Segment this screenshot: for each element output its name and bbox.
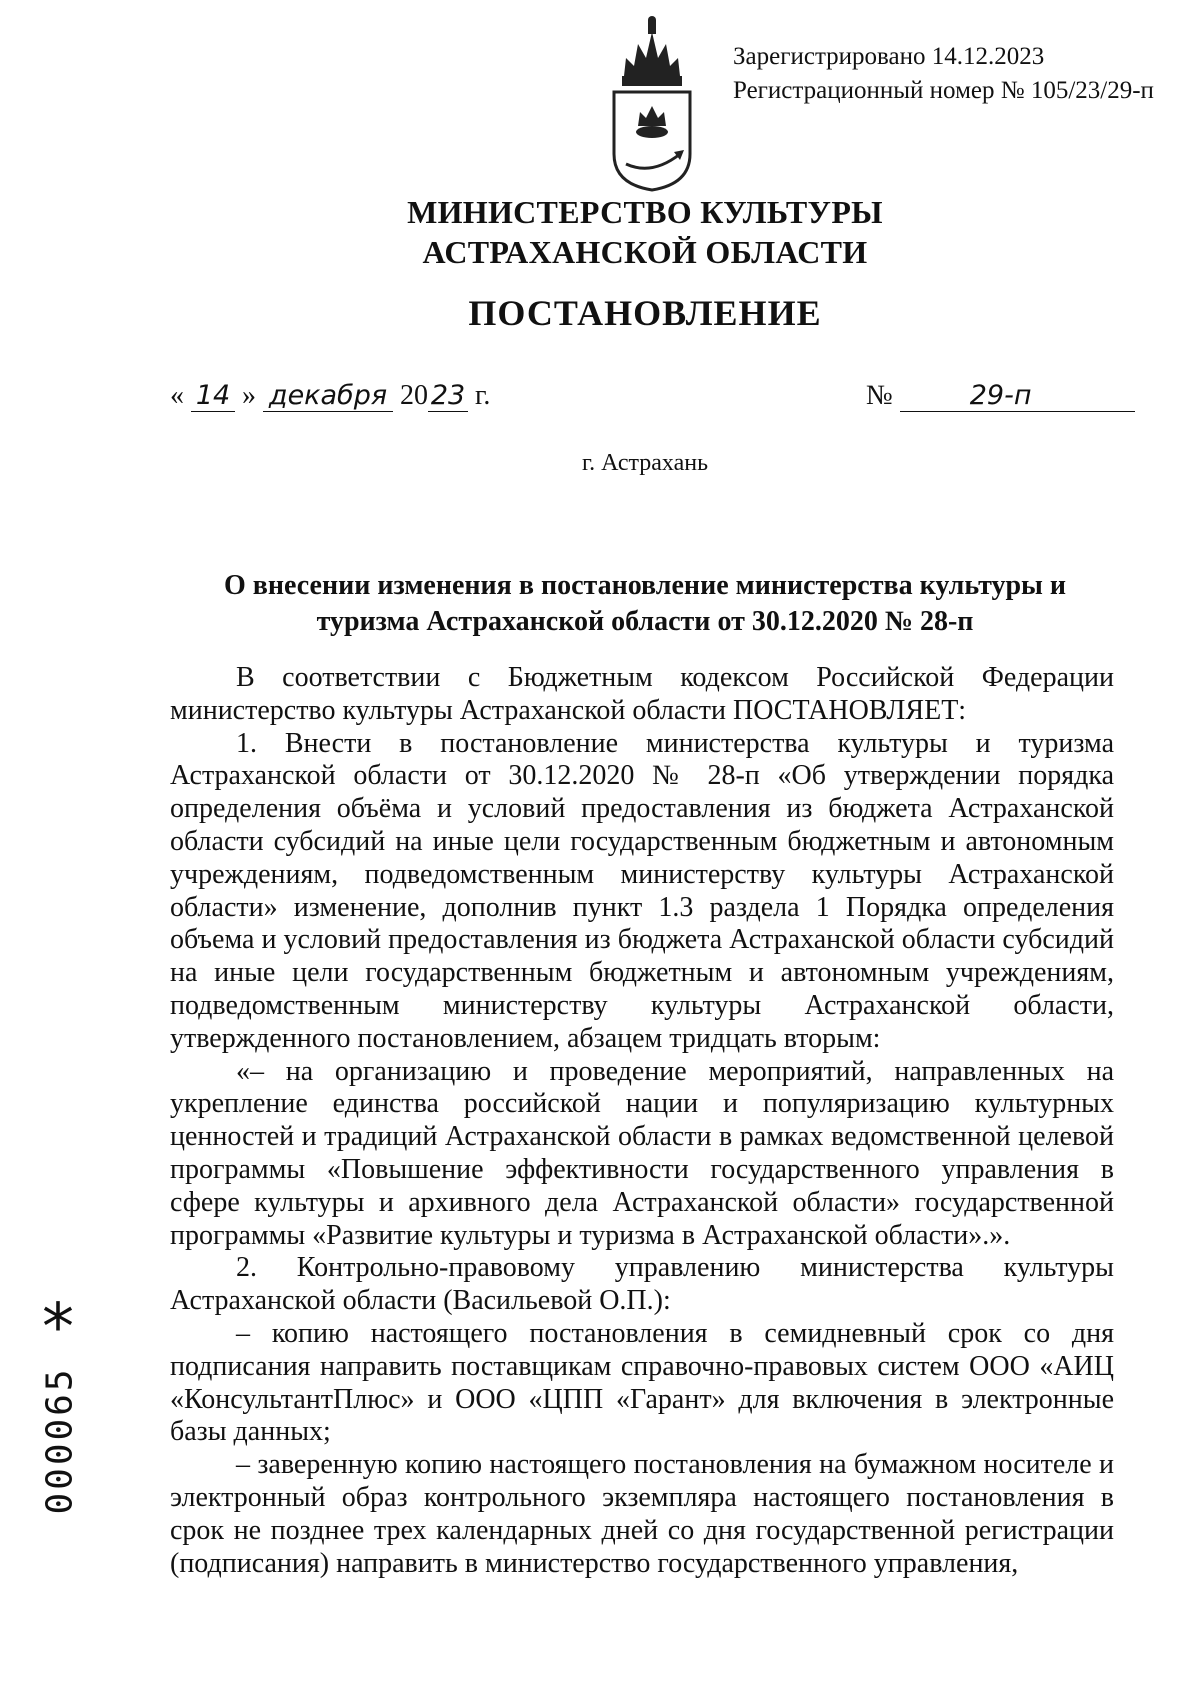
body-paragraph: В соответствии с Бюджетным кодексом Российской Федерации министерство культуры Астраханской области ПОСТАНОВЛЯЕТ: [170,662,1114,726]
document-type-title: ПОСТАНОВЛЕНИЕ [468,293,822,333]
document-subject [160,568,1130,640]
margin-stamp [40,1330,80,1550]
document-date [170,380,490,412]
subject-line-1: О внесении изменения в постановление министерства культуры и [223,570,1067,601]
body-paragraph: 2. Контрольно-правовому управлению министерства культуры Астраханской области (Васильевой О.П.): [170,1252,1114,1317]
subject-line-2: туризма Астраханской области от 30.12.2020 № 28-п [316,606,974,637]
date-close-quote: » [242,380,256,411]
date-month: декабря [263,381,393,412]
ministry-line-2: АСТРАХАНСКОЙ ОБЛАСТИ [422,234,868,270]
number-sign: № [866,380,893,411]
margin-stamp-code: 000065 [39,1365,81,1515]
ministry-name [0,192,1200,272]
date-year-prefix: 20 [400,380,428,411]
body-paragraph: «– на организацию и проведение мероприятий, направленных на укрепление единства российской нации и популяризацию культурных ценностей и традиций Астраханской области в рамках ведомственной целевой программы «Повышение эффективности государственного управления в сфере культуры и архивного дела Астраханской области» государственной программы «Развитие культуры и туризма в Астраханской области».». [170,1055,1114,1251]
date-open-quote: « [170,380,184,411]
registration-date: Зарегистрировано 14.12.2023 [733,43,1045,70]
body-paragraph: – копию настоящего постановления в семидневный срок со дня подписания направить поставщикам справочно-правовых систем ООО «АИЦ «КонсультантПлюс» и ООО «ЦПП «Гарант» для включения в электронные базы данных; [170,1317,1114,1448]
date-year-suffix: 23 [428,381,468,412]
body-paragraph: 1. Внести в постановление министерства культуры и туризма Астраханской области от 30.12.2020 № 28-п «Об утверждении порядка определения объёма и условий предоставления из бюджета Астраханской области субсидий на иные цели государственным бюджетным и автономным учреждениям, подведомственным министерству культуры Астраханской области» изменение, дополнив пункт 1.3 раздела 1 Порядка определения объема и условий предоставления из бюджета Астраханской области субсидий на иные цели государственным бюджетным и автономным учреждениям, подведомственным министерству культуры Астраханской области, утвержденного постановлением, абзацем тридцать вторым: [170,727,1114,1054]
body-paragraph: – заверенную копию настоящего постановления на бумажном носителе и электронный образ контрольного экземпляра настоящего постановления в срок не позднее трех календарных дней со дня государственной регистрации (подписания) направить в министерство государственного управления, [170,1449,1114,1579]
city-name: г. Астрахань [581,450,709,476]
registration-number: Регистрационный номер № 105/23/29-п [733,77,1154,104]
document-body [170,662,1114,1580]
date-year-mark: г. [475,380,491,411]
document-number [866,380,1135,412]
margin-star: * [42,1291,74,1365]
ministry-line-1: МИНИСТЕРСТВО КУЛЬТУРЫ [407,194,883,230]
registration-block [733,40,1154,108]
coat-of-arms-emblem [604,14,700,192]
number-value: 29-п [900,381,1135,412]
date-day: 14 [191,381,235,412]
